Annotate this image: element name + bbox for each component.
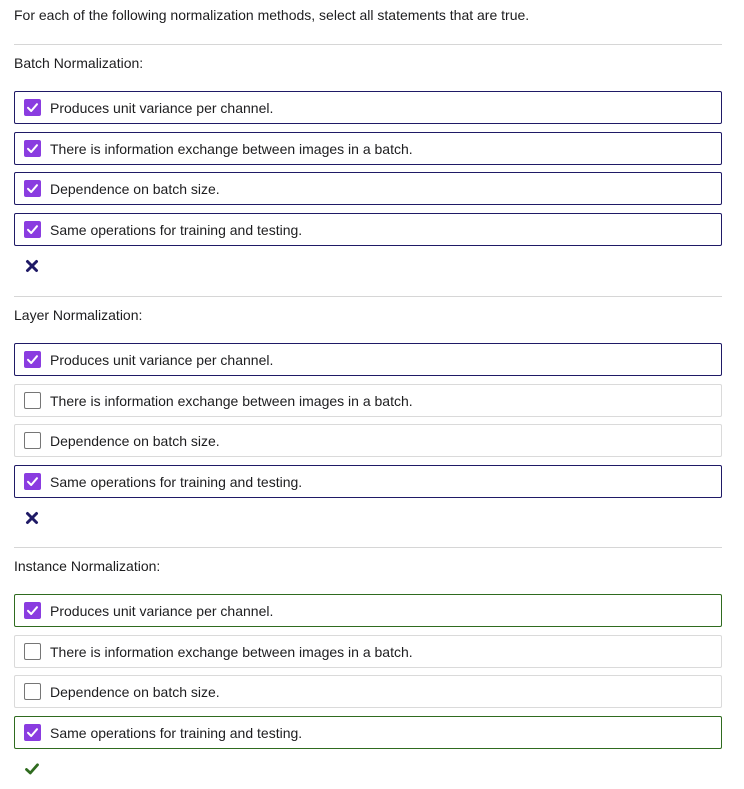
checkbox-checked[interactable] — [24, 221, 41, 238]
option-label: Dependence on batch size. — [50, 181, 220, 197]
checkbox-checked[interactable] — [24, 351, 41, 368]
option-same-operations-for-training-and-testing[interactable] — [14, 716, 722, 749]
section-title: Instance Normalization: — [14, 558, 161, 574]
section-title: Layer Normalization: — [14, 307, 143, 323]
checkmark-icon — [26, 182, 39, 195]
option-there-is-information-exchange-between-images-in-a-batch[interactable] — [14, 635, 722, 668]
checkmark-icon — [26, 223, 39, 236]
option-label: Produces unit variance per channel. — [50, 603, 274, 619]
section-instance-normalization — [14, 547, 722, 741]
option-label: Same operations for training and testing. — [50, 724, 303, 741]
section-divider — [14, 296, 722, 297]
checkbox-checked[interactable] — [24, 724, 41, 741]
check-mark-icon — [24, 761, 40, 777]
option-dependence-on-batch-size[interactable] — [14, 424, 722, 457]
options-list — [14, 594, 722, 756]
section-batch-normalization — [14, 44, 722, 238]
option-produces-unit-variance-per-channel[interactable] — [14, 91, 722, 124]
options-list — [14, 91, 722, 253]
section-divider — [14, 547, 722, 548]
option-label: There is information exchange between images in a batch. — [50, 392, 413, 409]
checkbox-unchecked[interactable] — [24, 432, 41, 449]
option-produces-unit-variance-per-channel[interactable] — [14, 343, 722, 376]
checkbox-unchecked[interactable] — [24, 392, 41, 409]
option-label: There is information exchange between images in a batch. — [50, 643, 413, 660]
x-mark-icon — [24, 258, 40, 274]
section-title: Batch Normalization: — [14, 55, 144, 71]
option-label: There is information exchange between images in a batch. — [50, 140, 413, 157]
option-produces-unit-variance-per-channel[interactable] — [14, 594, 722, 627]
checkbox-checked[interactable] — [24, 140, 41, 157]
option-label: Same operations for training and testing. — [50, 473, 303, 490]
option-dependence-on-batch-size[interactable] — [14, 172, 722, 205]
x-mark-icon — [24, 510, 40, 526]
checkmark-icon — [26, 475, 39, 488]
checkmark-icon — [26, 101, 39, 114]
option-label: Same operations for training and testing. — [50, 221, 303, 238]
checkmark-icon — [26, 142, 39, 155]
section-divider — [14, 44, 722, 45]
checkmark-icon — [26, 604, 39, 617]
options-list — [14, 343, 722, 505]
option-label: Dependence on batch size. — [50, 684, 220, 700]
checkbox-checked[interactable] — [24, 99, 41, 116]
checkbox-unchecked[interactable] — [24, 683, 41, 700]
checkbox-checked[interactable] — [24, 473, 41, 490]
checkmark-icon — [26, 353, 39, 366]
checkbox-checked[interactable] — [24, 602, 41, 619]
section-layer-normalization — [14, 296, 722, 490]
option-label: Produces unit variance per channel. — [50, 100, 274, 116]
checkbox-unchecked[interactable] — [24, 643, 41, 660]
option-label: Dependence on batch size. — [50, 433, 220, 449]
option-label: Produces unit variance per channel. — [50, 352, 274, 368]
option-there-is-information-exchange-between-images-in-a-batch[interactable] — [14, 132, 722, 165]
option-same-operations-for-training-and-testing[interactable] — [14, 213, 722, 246]
option-there-is-information-exchange-between-images-in-a-batch[interactable] — [14, 384, 722, 417]
question-prompt: For each of the following normalization methods, select all statements that are true. — [14, 7, 530, 23]
option-same-operations-for-training-and-testing[interactable] — [14, 465, 722, 498]
checkbox-checked[interactable] — [24, 180, 41, 197]
checkmark-icon — [26, 726, 39, 739]
option-dependence-on-batch-size[interactable] — [14, 675, 722, 708]
